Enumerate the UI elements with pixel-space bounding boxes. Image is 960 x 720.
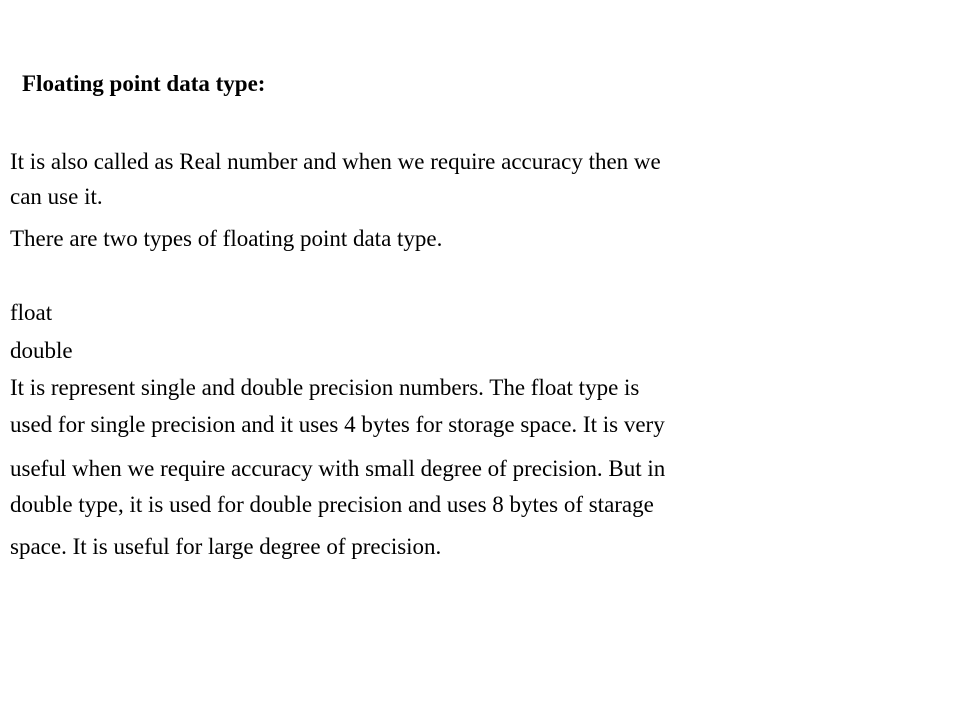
slide-heading: Floating point data type:: [22, 71, 266, 96]
description-line-2: used for single precision and it uses 4 bytes for storage space. It is very: [10, 412, 665, 437]
intro-line-2: can use it.: [10, 184, 103, 209]
description-line-5: space. It is useful for large degree of precision.: [10, 534, 442, 559]
type-double: double: [10, 338, 73, 363]
intro-line-3: There are two types of floating point data type.: [10, 226, 443, 251]
intro-line-1: It is also called as Real number and when we require accuracy then we: [10, 149, 661, 174]
type-float: float: [10, 300, 53, 325]
description-line-1: It is represent single and double precision numbers. The float type is: [10, 375, 640, 400]
description-line-4: double type, it is used for double precision and uses 8 bytes of starage: [10, 492, 654, 517]
description-line-3: useful when we require accuracy with small degree of precision. But in: [10, 456, 666, 481]
